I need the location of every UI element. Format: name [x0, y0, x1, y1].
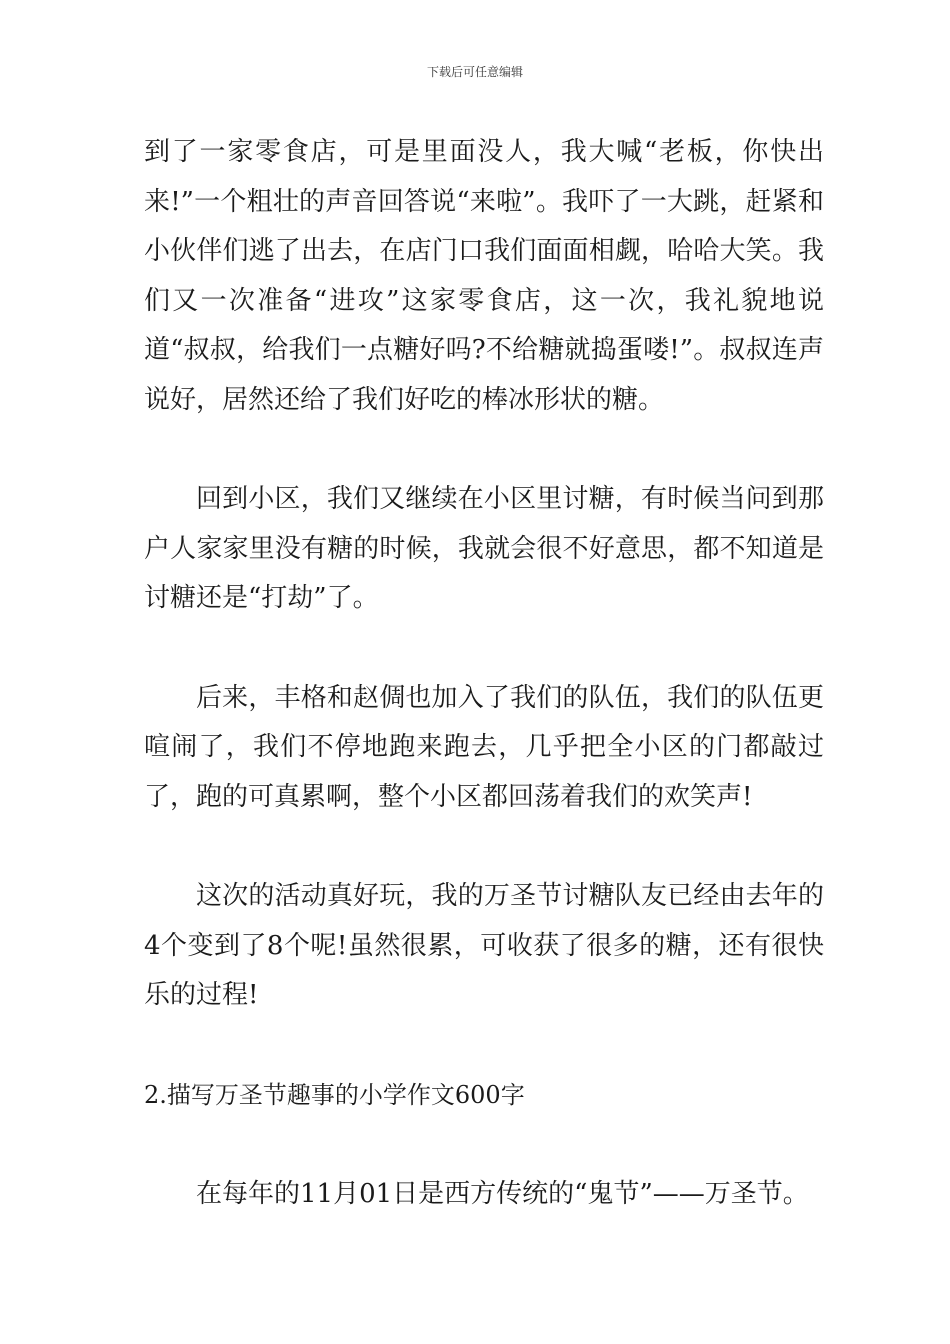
- section-heading: 2.描写万圣节趣事的小学作文600字: [144, 1080, 525, 1109]
- paragraph-gap: [144, 624, 824, 674]
- paragraph-4: 这次的活动真好玩，我的万圣节讨糖队友已经由去年的4个变到了8个呢!虽然很累，可收获了很多的糖，还有很快乐的过程!: [144, 881, 824, 1010]
- paragraph-gap: [144, 425, 824, 475]
- paragraph-2: 回到小区，我们又继续在小区里讨糖，有时候当问到那户人家家里没有糖的时候，我就会很不好意思，都不知道是讨糖还是“打劫”了。: [144, 484, 824, 613]
- page-header: 下载后可任意编辑: [426, 65, 523, 79]
- paragraph-3: 后来，丰格和赵倜也加入了我们的队伍，我们的队伍更喧闹了，我们不停地跑来跑去，几乎把全小区的门都敲过了，跑的可真累啊，整个小区都回荡着我们的欢笑声!: [144, 682, 824, 812]
- paragraph-1: 到了一家零食店，可是里面没人，我大喊“老板，你快出来!”一个粗壮的声音回答说“来啦”。我吓了一大跳，赶紧和小伙伴们逃了出去，在店门口我们面面相觑，哈哈大笑。我们又一次准备“进攻”这家零食店，这一次，我礼貌地说道“叔叔，给我们一点糖好吗?不给糖就捣蛋喽!”。叔叔连声说好，居然还给了我们好吃的棒冰形状的糖。: [144, 137, 824, 415]
- paragraph-5: 在每年的11月01日是西方传统的“鬼节”——万圣节。: [196, 1179, 809, 1209]
- paragraph-gap: [144, 1120, 824, 1170]
- paragraph-gap: [144, 822, 824, 872]
- paragraph-gap: [144, 1021, 824, 1071]
- document-body: [144, 128, 824, 1220]
